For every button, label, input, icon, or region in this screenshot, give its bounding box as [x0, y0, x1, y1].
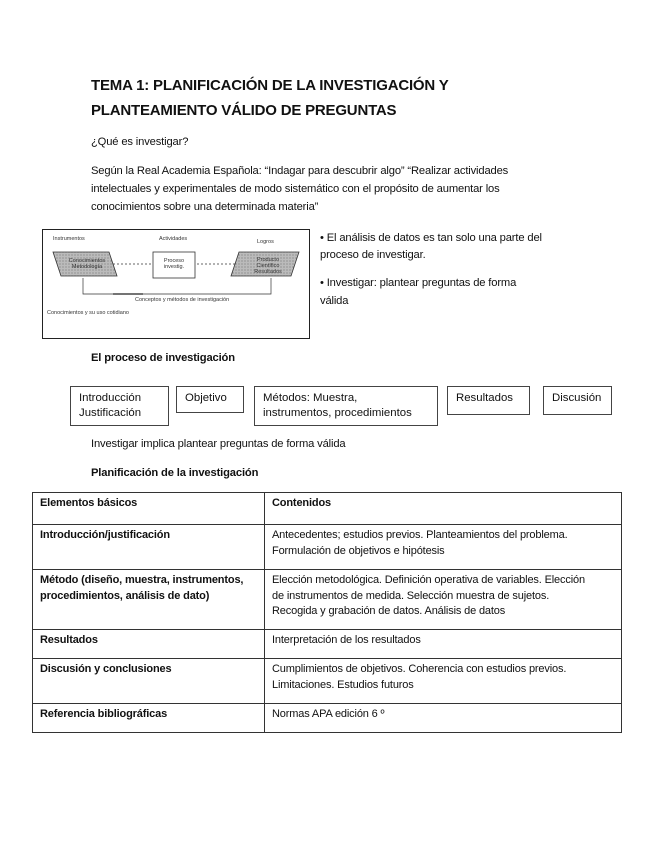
table-cell-content: Normas APA edición 6 º [265, 704, 622, 733]
process-step1-line1: Introducción [79, 392, 142, 404]
process-step-introduccion [70, 386, 169, 426]
process-step-discusion [543, 386, 612, 415]
process-step-objetivo [176, 386, 244, 413]
process-heading: El proceso de investigación [91, 352, 235, 364]
table-row [33, 704, 622, 733]
row2-content-line2: de instrumentos de medida. Selección muestra de sujetos. [272, 589, 550, 602]
process-step3-line2: instrumentos, procedimientos [263, 407, 412, 419]
table-row [33, 570, 622, 630]
diagram-center-box-text: Proceso investig. [163, 258, 185, 270]
definition-line3: conocimientos sobre una determinada materia” [91, 201, 319, 213]
process-step3-line1: Métodos: Muestra, [263, 392, 358, 404]
process-step-resultados [447, 386, 530, 415]
table-cell-element: Resultados [33, 630, 265, 659]
process-step-metodos [254, 386, 438, 426]
process-step1-line2: Justificación [79, 407, 142, 419]
table-row [33, 525, 622, 570]
definition-line2: intelectuales y experimentales de modo sistemático con el propósito de aumentar los [91, 183, 500, 195]
table-header-row [33, 493, 622, 525]
row2-content-line3: Recogida y grabación de datos. Análisis de datos [272, 605, 506, 617]
row2-element-line2: procedimientos, análisis de dato) [40, 589, 210, 602]
question-heading: ¿Qué es investigar? [91, 136, 189, 148]
feedback-line [83, 278, 271, 294]
diagram-bottom-label: Conceptos y métodos de investigación [135, 297, 230, 303]
table-cell-content [265, 525, 622, 570]
table-cell-content [265, 570, 622, 630]
diagram-right-box-text: Producto Científico Resultados [254, 257, 282, 275]
row4-content-line2: Limitaciones. Estudios futuros [272, 678, 414, 691]
bullet1-line2: proceso de investigar. [320, 249, 426, 261]
diagram-left-label: Instrumentos [53, 236, 85, 242]
row2-element-line1: Método (diseño, muestra, instrumentos, [40, 574, 244, 586]
process-step4-label: Resultados [456, 392, 513, 404]
process-step5-label: Discusión [552, 392, 602, 404]
planning-heading: Planificación de la investigación [91, 467, 259, 479]
diagram-center-label: Actividades [159, 236, 188, 242]
row1-content-line2: Formulación de objetivos e hipótesis [272, 544, 445, 557]
bullet2-line1: • Investigar: plantear preguntas de forma [320, 277, 517, 289]
process-note: Investigar implica plantear preguntas de forma válida [91, 438, 346, 450]
table-header-col1: Elementos básicos [33, 493, 265, 525]
research-diagram-graphic [43, 230, 309, 338]
planning-table [32, 492, 622, 733]
diagram-left-box-text: Conocimientos Metodología [68, 258, 106, 270]
table-cell-content: Interpretación de los resultados [265, 630, 622, 659]
research-diagram [42, 229, 310, 339]
table-row [33, 659, 622, 704]
diagram-footer: Conocimientos y su uso cotidiano [47, 310, 129, 316]
table-header-col2: Contenidos [265, 493, 622, 525]
table-row [33, 630, 622, 659]
row4-content-line1: Cumplimientos de objetivos. Coherencia con estudios previos. [272, 663, 567, 675]
table-cell-content [265, 659, 622, 704]
table-cell-element: Introducción/justificación [33, 525, 265, 570]
bullet2-line2: válida [320, 295, 349, 307]
page-title-line1: TEMA 1: PLANIFICACIÓN DE LA INVESTIGACIÓN Y [91, 77, 449, 94]
diagram-right-label: Logros [257, 239, 274, 245]
table-cell-element [33, 570, 265, 630]
row2-content-line1: Elección metodológica. Definición operativa de variables. Elección [272, 574, 585, 586]
process-step2-label: Objetivo [185, 392, 227, 404]
row1-content-line1: Antecedentes; estudios previos. Planteamientos del problema. [272, 529, 568, 541]
bullet1-line1: • El análisis de datos es tan solo una parte del [320, 232, 542, 244]
table-cell-element: Referencia bibliográficas [33, 704, 265, 733]
page-title-line2: PLANTEAMIENTO VÁLIDO DE PREGUNTAS [91, 102, 397, 119]
table-cell-element: Discusión y conclusiones [33, 659, 265, 704]
definition-line1: Según la Real Academia Española: “Indagar para descubrir algo” “Realizar actividades [91, 165, 509, 177]
